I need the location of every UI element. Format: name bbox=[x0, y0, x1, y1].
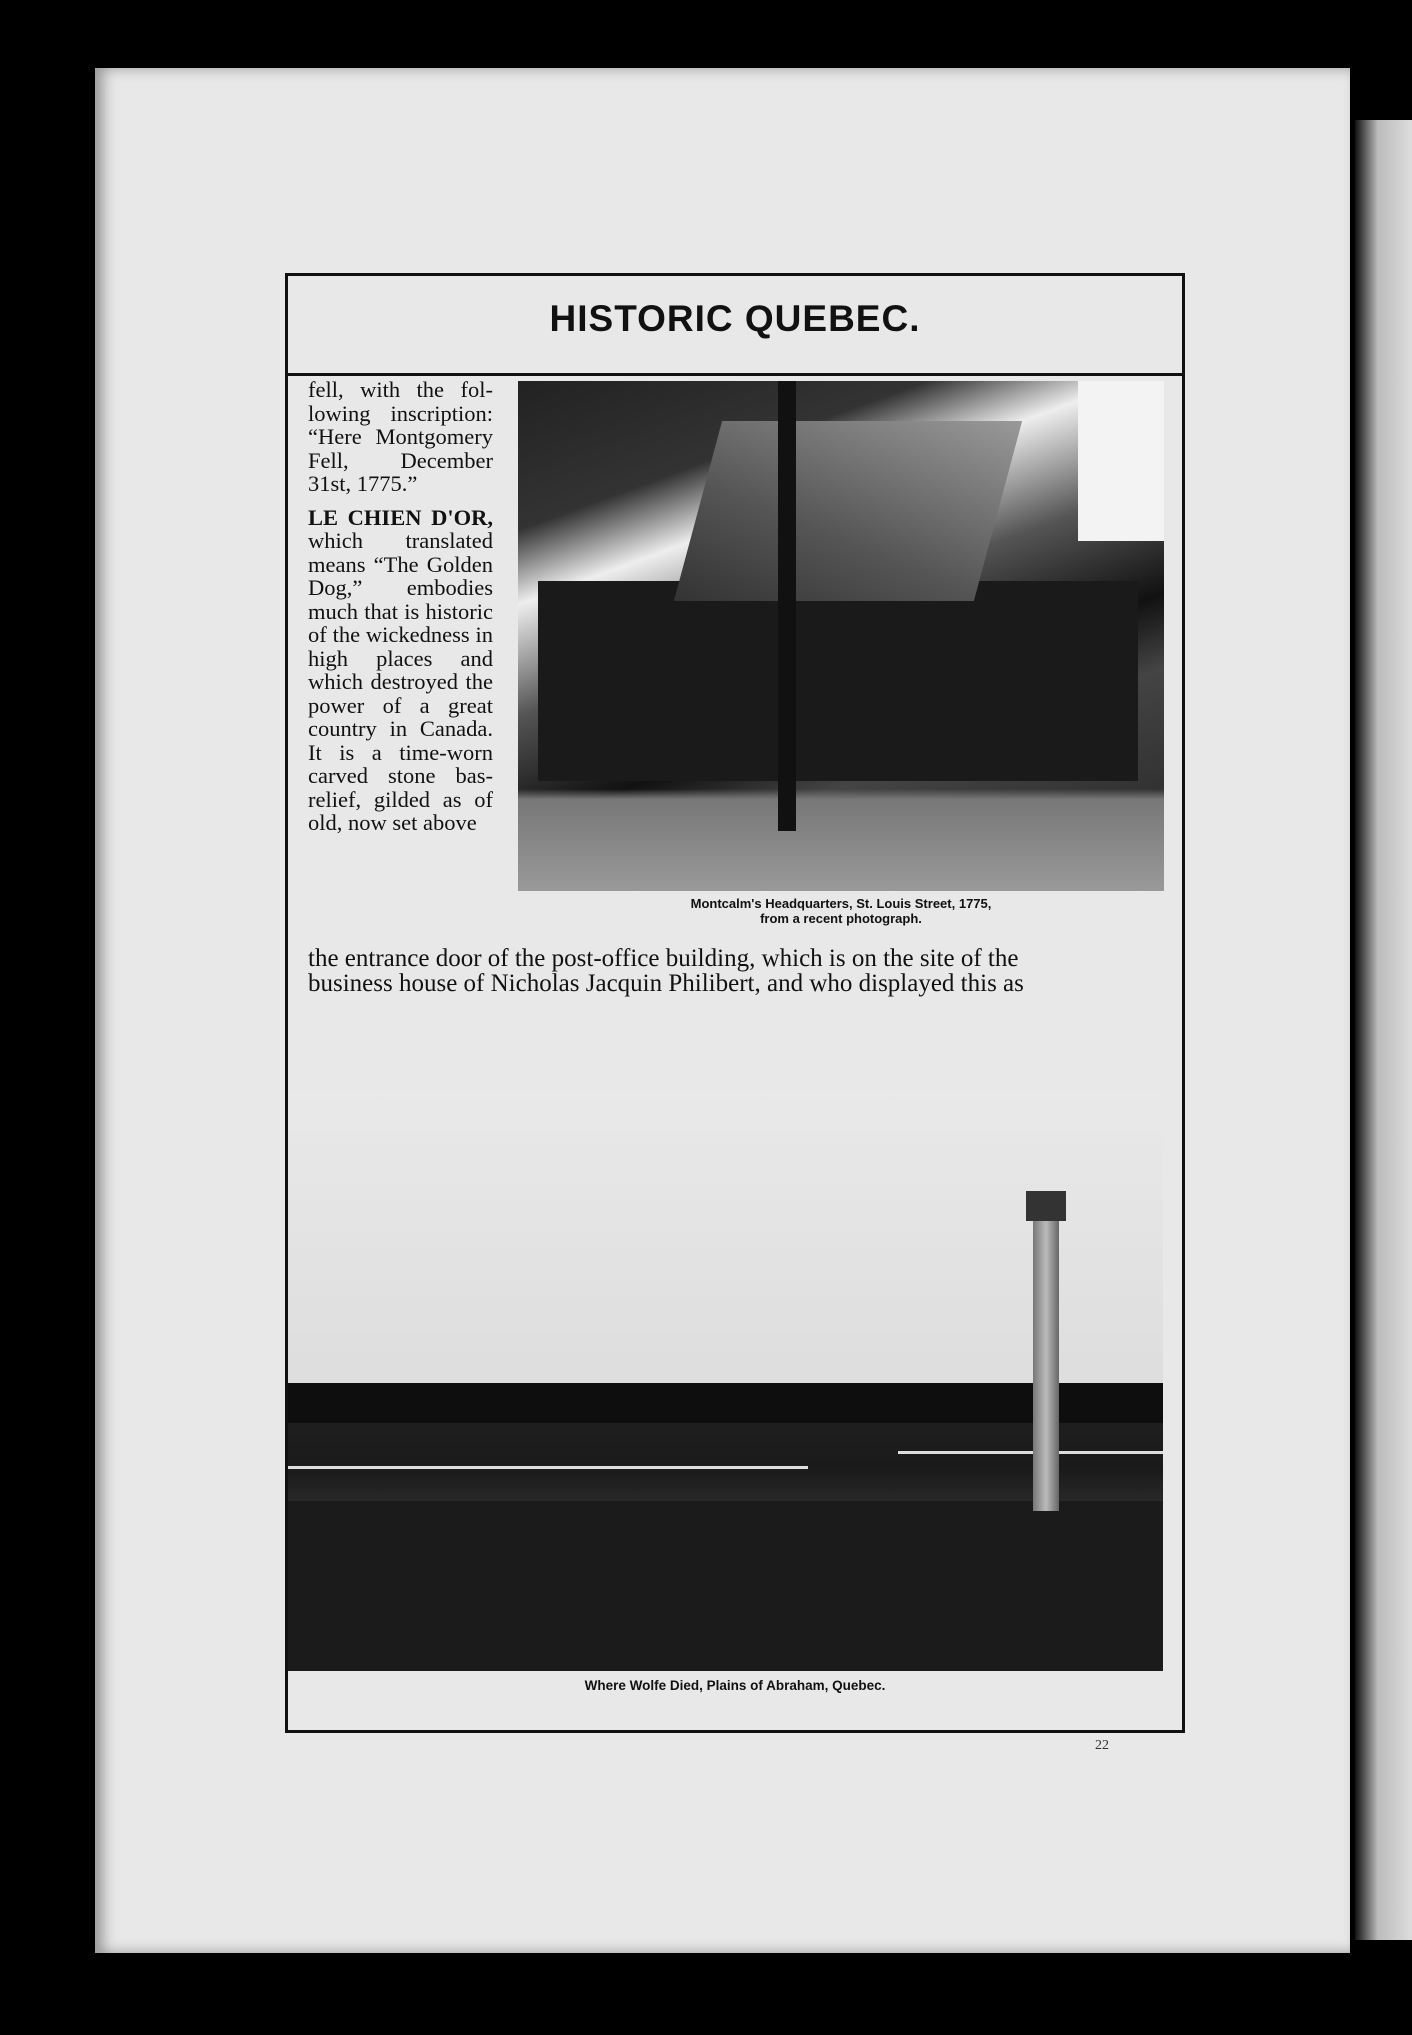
photo1-caption-line2: from a recent photograph. bbox=[760, 911, 922, 926]
body-line-1: the entrance door of the post-office building, which is on the site of the bbox=[308, 945, 1019, 972]
photo2-treeline bbox=[288, 1383, 1163, 1423]
paragraph-golden-dog bbox=[308, 506, 493, 835]
photo1-pole bbox=[778, 381, 796, 831]
page-header bbox=[288, 276, 1182, 376]
photo2-monument-top bbox=[1026, 1191, 1066, 1221]
photo2-monument-column bbox=[1033, 1211, 1059, 1511]
photo1-roof bbox=[674, 421, 1022, 601]
body-continuation bbox=[308, 946, 1168, 996]
photo2-ground bbox=[288, 1501, 1163, 1671]
page-number: 22 bbox=[1095, 1738, 1109, 1753]
next-page-edge bbox=[1355, 120, 1412, 1940]
page-title: HISTORIC QUEBEC. bbox=[549, 298, 921, 339]
photo1-sky bbox=[1078, 381, 1164, 541]
paragraph-inscription: fell, with the following inscription: “Here Montgomery Fell, December 31st, 1775.” bbox=[308, 377, 493, 496]
photo2-fence-right bbox=[898, 1451, 1163, 1454]
content-frame bbox=[285, 273, 1185, 1733]
body-line-2: business house of Nicholas Jacquin Philibert, and who displayed this as bbox=[308, 970, 1024, 997]
photo1-building-wall bbox=[538, 581, 1138, 781]
golden-dog-heading: LE CHIEN D'OR, bbox=[308, 504, 493, 530]
plains-of-abraham-photo bbox=[288, 1091, 1163, 1671]
photo1-caption-line1: Montcalm's Headquarters, St. Louis Street, 1775, bbox=[690, 896, 992, 911]
photo1-caption bbox=[518, 896, 1164, 926]
side-column-text bbox=[308, 378, 493, 845]
photo2-caption: Where Wolfe Died, Plains of Abraham, Quebec. bbox=[584, 1678, 886, 1693]
golden-dog-text: which translated means “The Golden Dog,” embodies much that is historic of the wickedness in high places and which destroyed the power of a great country in Canada. It is a time-worn carved stone bas-relief, gilded as of old, now set above bbox=[308, 528, 493, 835]
photo2-fence-left bbox=[288, 1466, 808, 1469]
montcalm-headquarters-photo bbox=[518, 381, 1164, 891]
